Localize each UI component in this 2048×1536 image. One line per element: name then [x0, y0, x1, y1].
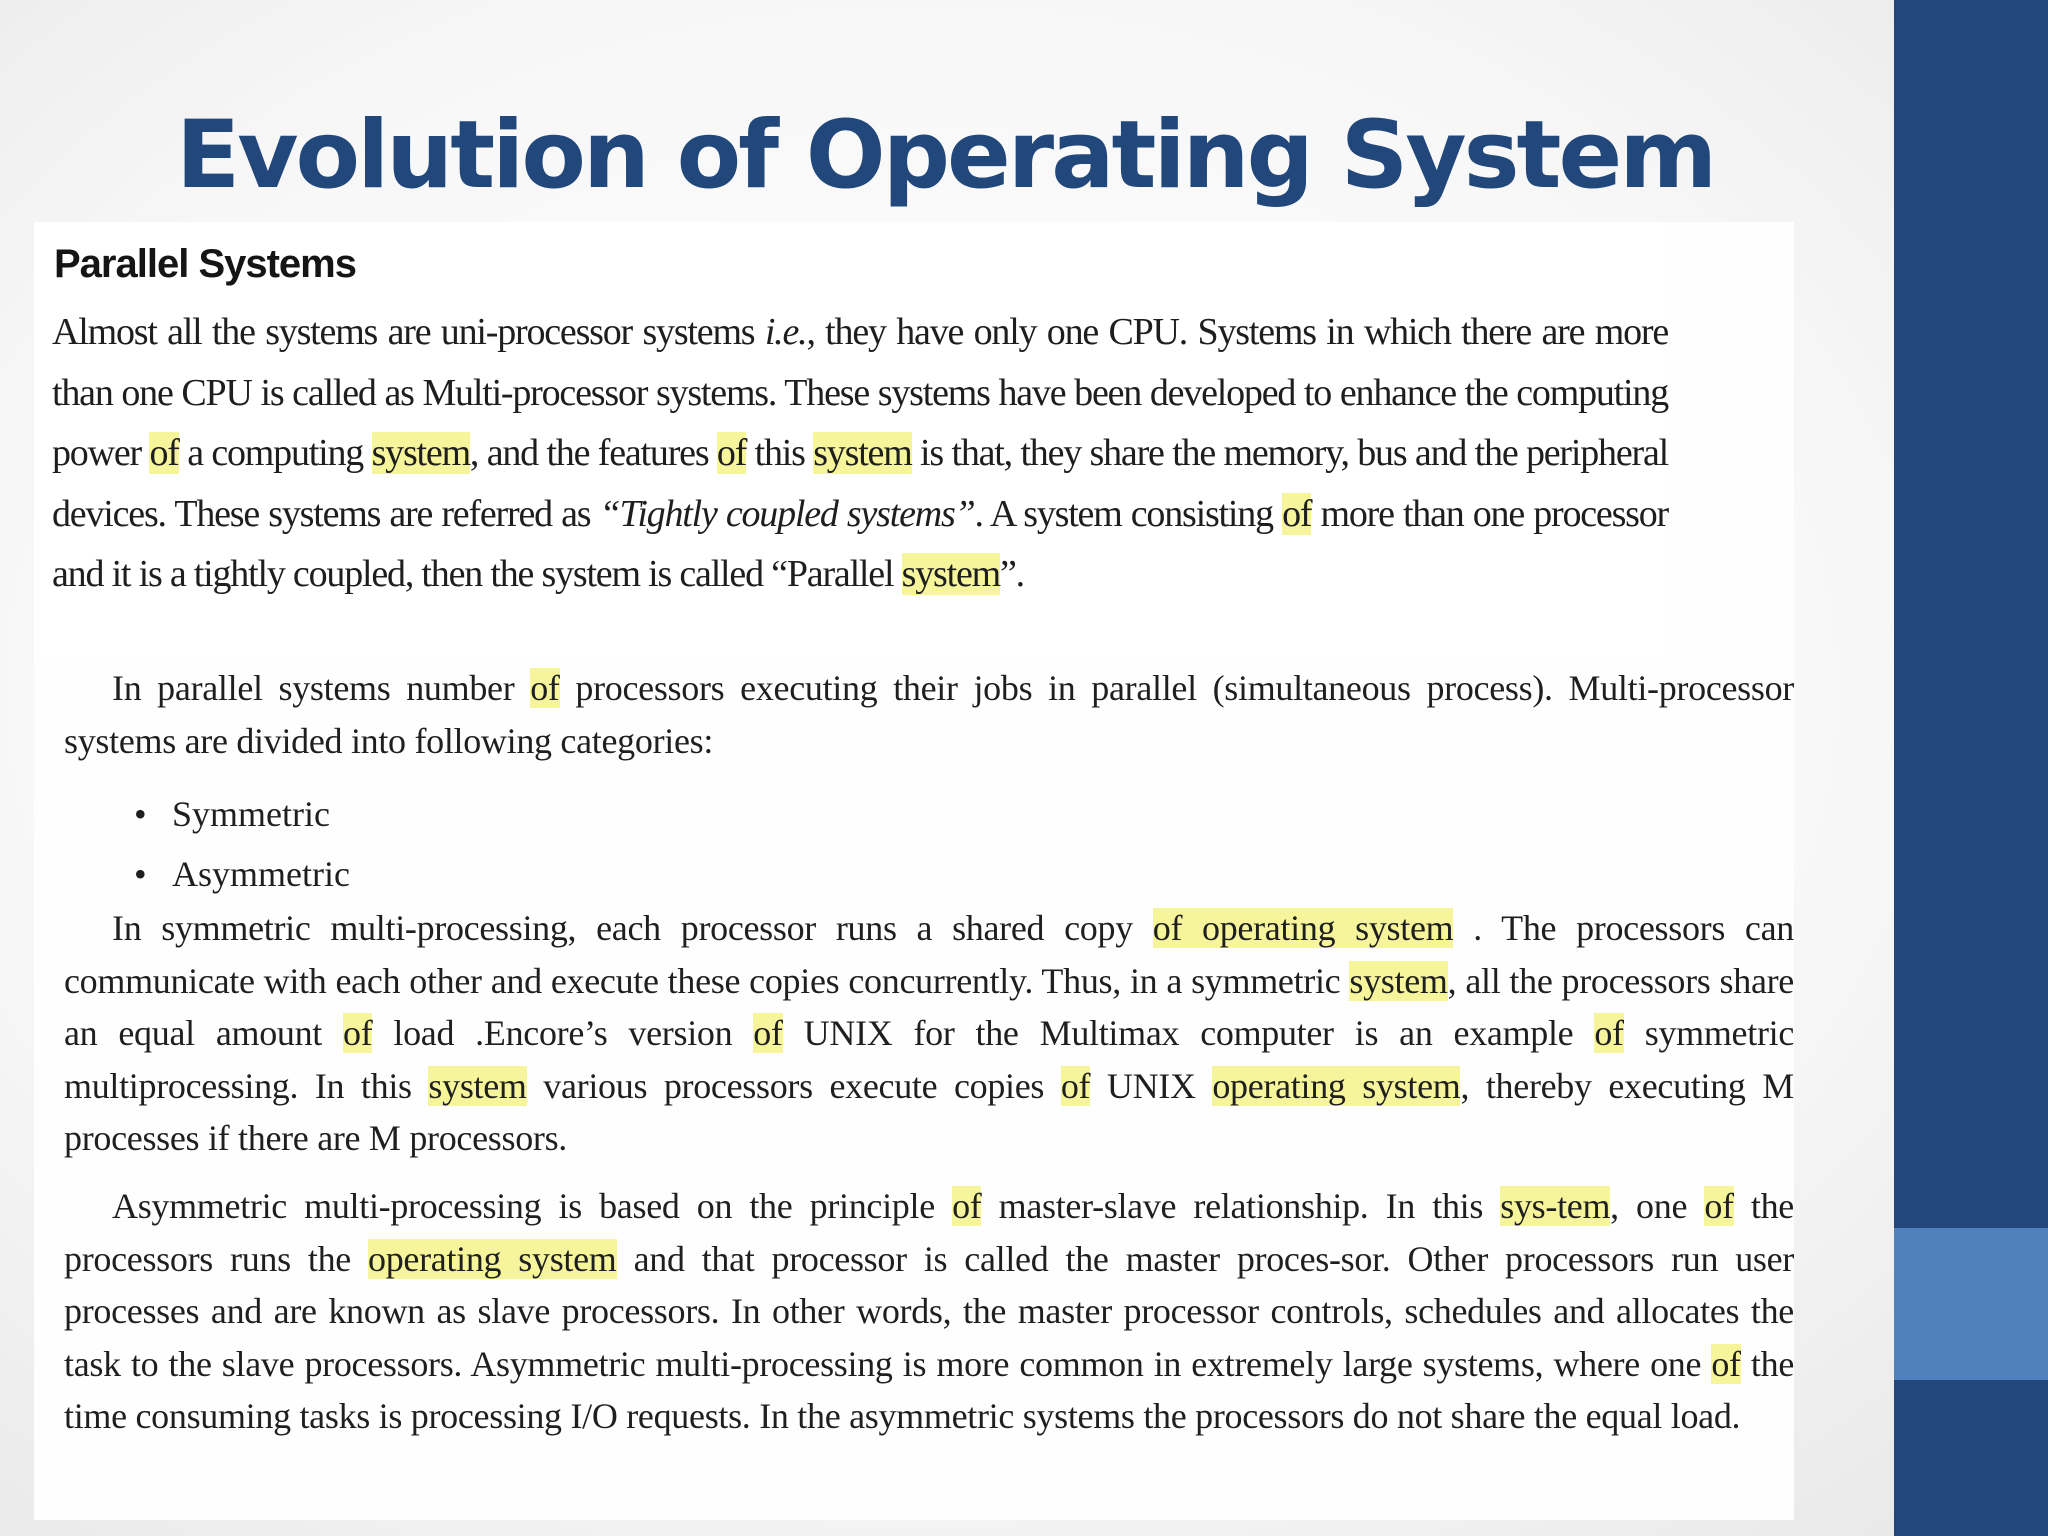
highlighted-text: system [428, 1065, 527, 1106]
highlighted-text: of [343, 1013, 373, 1053]
paragraph-asymmetric [64, 1180, 1794, 1443]
text-run: the processors runs the [64, 1186, 1794, 1279]
text-run: this [746, 432, 814, 474]
paragraph-symmetric [64, 902, 1794, 1165]
text-run: , all the processors share an equal amount [64, 960, 1794, 1053]
highlighted-text: system [371, 432, 470, 474]
text-run: the time consuming tasks is processing I/O requests. In the asymmetric systems the processors do not share the equal load. [64, 1343, 1795, 1436]
highlighted-text: of [149, 432, 179, 474]
text-run: In symmetric multi-processing, each processor runs a shared copy [112, 908, 1153, 948]
highlighted-text: of operating system [1152, 908, 1454, 948]
section-heading: Parallel Systems [54, 242, 356, 286]
text-run: In parallel systems number [112, 668, 531, 708]
highlighted-text: system [1349, 960, 1448, 1001]
highlighted-text: of [1282, 492, 1312, 535]
highlighted-text: of [1594, 1013, 1624, 1053]
highlighted-text: operating system [368, 1238, 617, 1279]
italic-text: i.e. [764, 311, 807, 353]
paragraph-categories [64, 662, 1794, 767]
text-run: a computing [178, 432, 372, 474]
text-run: master-slave relationship. In this [981, 1186, 1501, 1226]
text-run: symmetric multiprocessing. In this [64, 1013, 1795, 1106]
text-run: more than one processor and it is a tightly coupled, then the system is called “Parallel [52, 492, 1669, 595]
slide-sidebar-accent [1894, 1228, 2048, 1380]
text-run: various processors execute copies [526, 1065, 1061, 1106]
highlighted-text: of [716, 432, 747, 474]
text-run: Asymmetric multi-processing is based on the principle [112, 1186, 953, 1226]
list-item: • Asymmetric [134, 844, 350, 904]
scanned-page [34, 222, 1794, 1520]
highlighted-text: sys-tem [1500, 1186, 1611, 1226]
text-run: UNIX [1090, 1065, 1213, 1106]
text-run: is that, they share the memory, bus and the peripheral devices. These systems are referred as [52, 432, 1668, 535]
text-run: Almost all the systems are uni-processor systems [52, 311, 765, 353]
highlighted-text: system [901, 553, 1000, 595]
text-run: ”. [999, 553, 1024, 595]
slide-title: Evolution of Operating System [176, 101, 1715, 210]
text-run: . A system consisting [974, 492, 1283, 535]
text-run: , and the features [469, 432, 717, 474]
highlighted-text: of [952, 1186, 982, 1226]
highlighted-text: of [753, 1013, 783, 1053]
category-list [134, 784, 350, 904]
highlighted-text: operating system [1212, 1065, 1461, 1106]
highlighted-text: system [813, 432, 912, 474]
text-run: UNIX for the Multimax computer is an example [782, 1013, 1595, 1053]
text-run: . The processors can communicate with each other and execute these copies concurrently. Thus, in a symmetric [64, 908, 1794, 1001]
text-run: , one [1610, 1186, 1705, 1226]
text-run: , they have only one CPU. Systems in which there are more than one CPU is called as Multi-processor systems. These systems have been developed to enhance the computing power [52, 311, 1668, 474]
highlighted-text: of [1711, 1343, 1741, 1384]
list-item: • Symmetric [134, 784, 350, 844]
highlighted-text: of [1704, 1186, 1734, 1226]
paragraph-intro [52, 302, 1668, 605]
text-run: and that processor is called the master proces-sor. Other processors run user processes and are known as slave processors. In other words, the master processor controls, schedules and allocates the task to the slave processors. Asymmetric multi-processing is more common in extremely large systems, where one [64, 1238, 1794, 1384]
highlighted-text: of [1060, 1065, 1091, 1106]
text-run: processors executing their jobs in parallel (simultaneous process). Multi-processor systems are divided into following categories: [64, 668, 1794, 761]
text-run: , thereby executing M processes if there are M processors. [64, 1065, 1795, 1158]
italic-text: “Tightly coupled systems” [599, 492, 975, 535]
highlighted-text: of [530, 668, 560, 708]
text-run: load .Encore’s version [372, 1013, 754, 1053]
